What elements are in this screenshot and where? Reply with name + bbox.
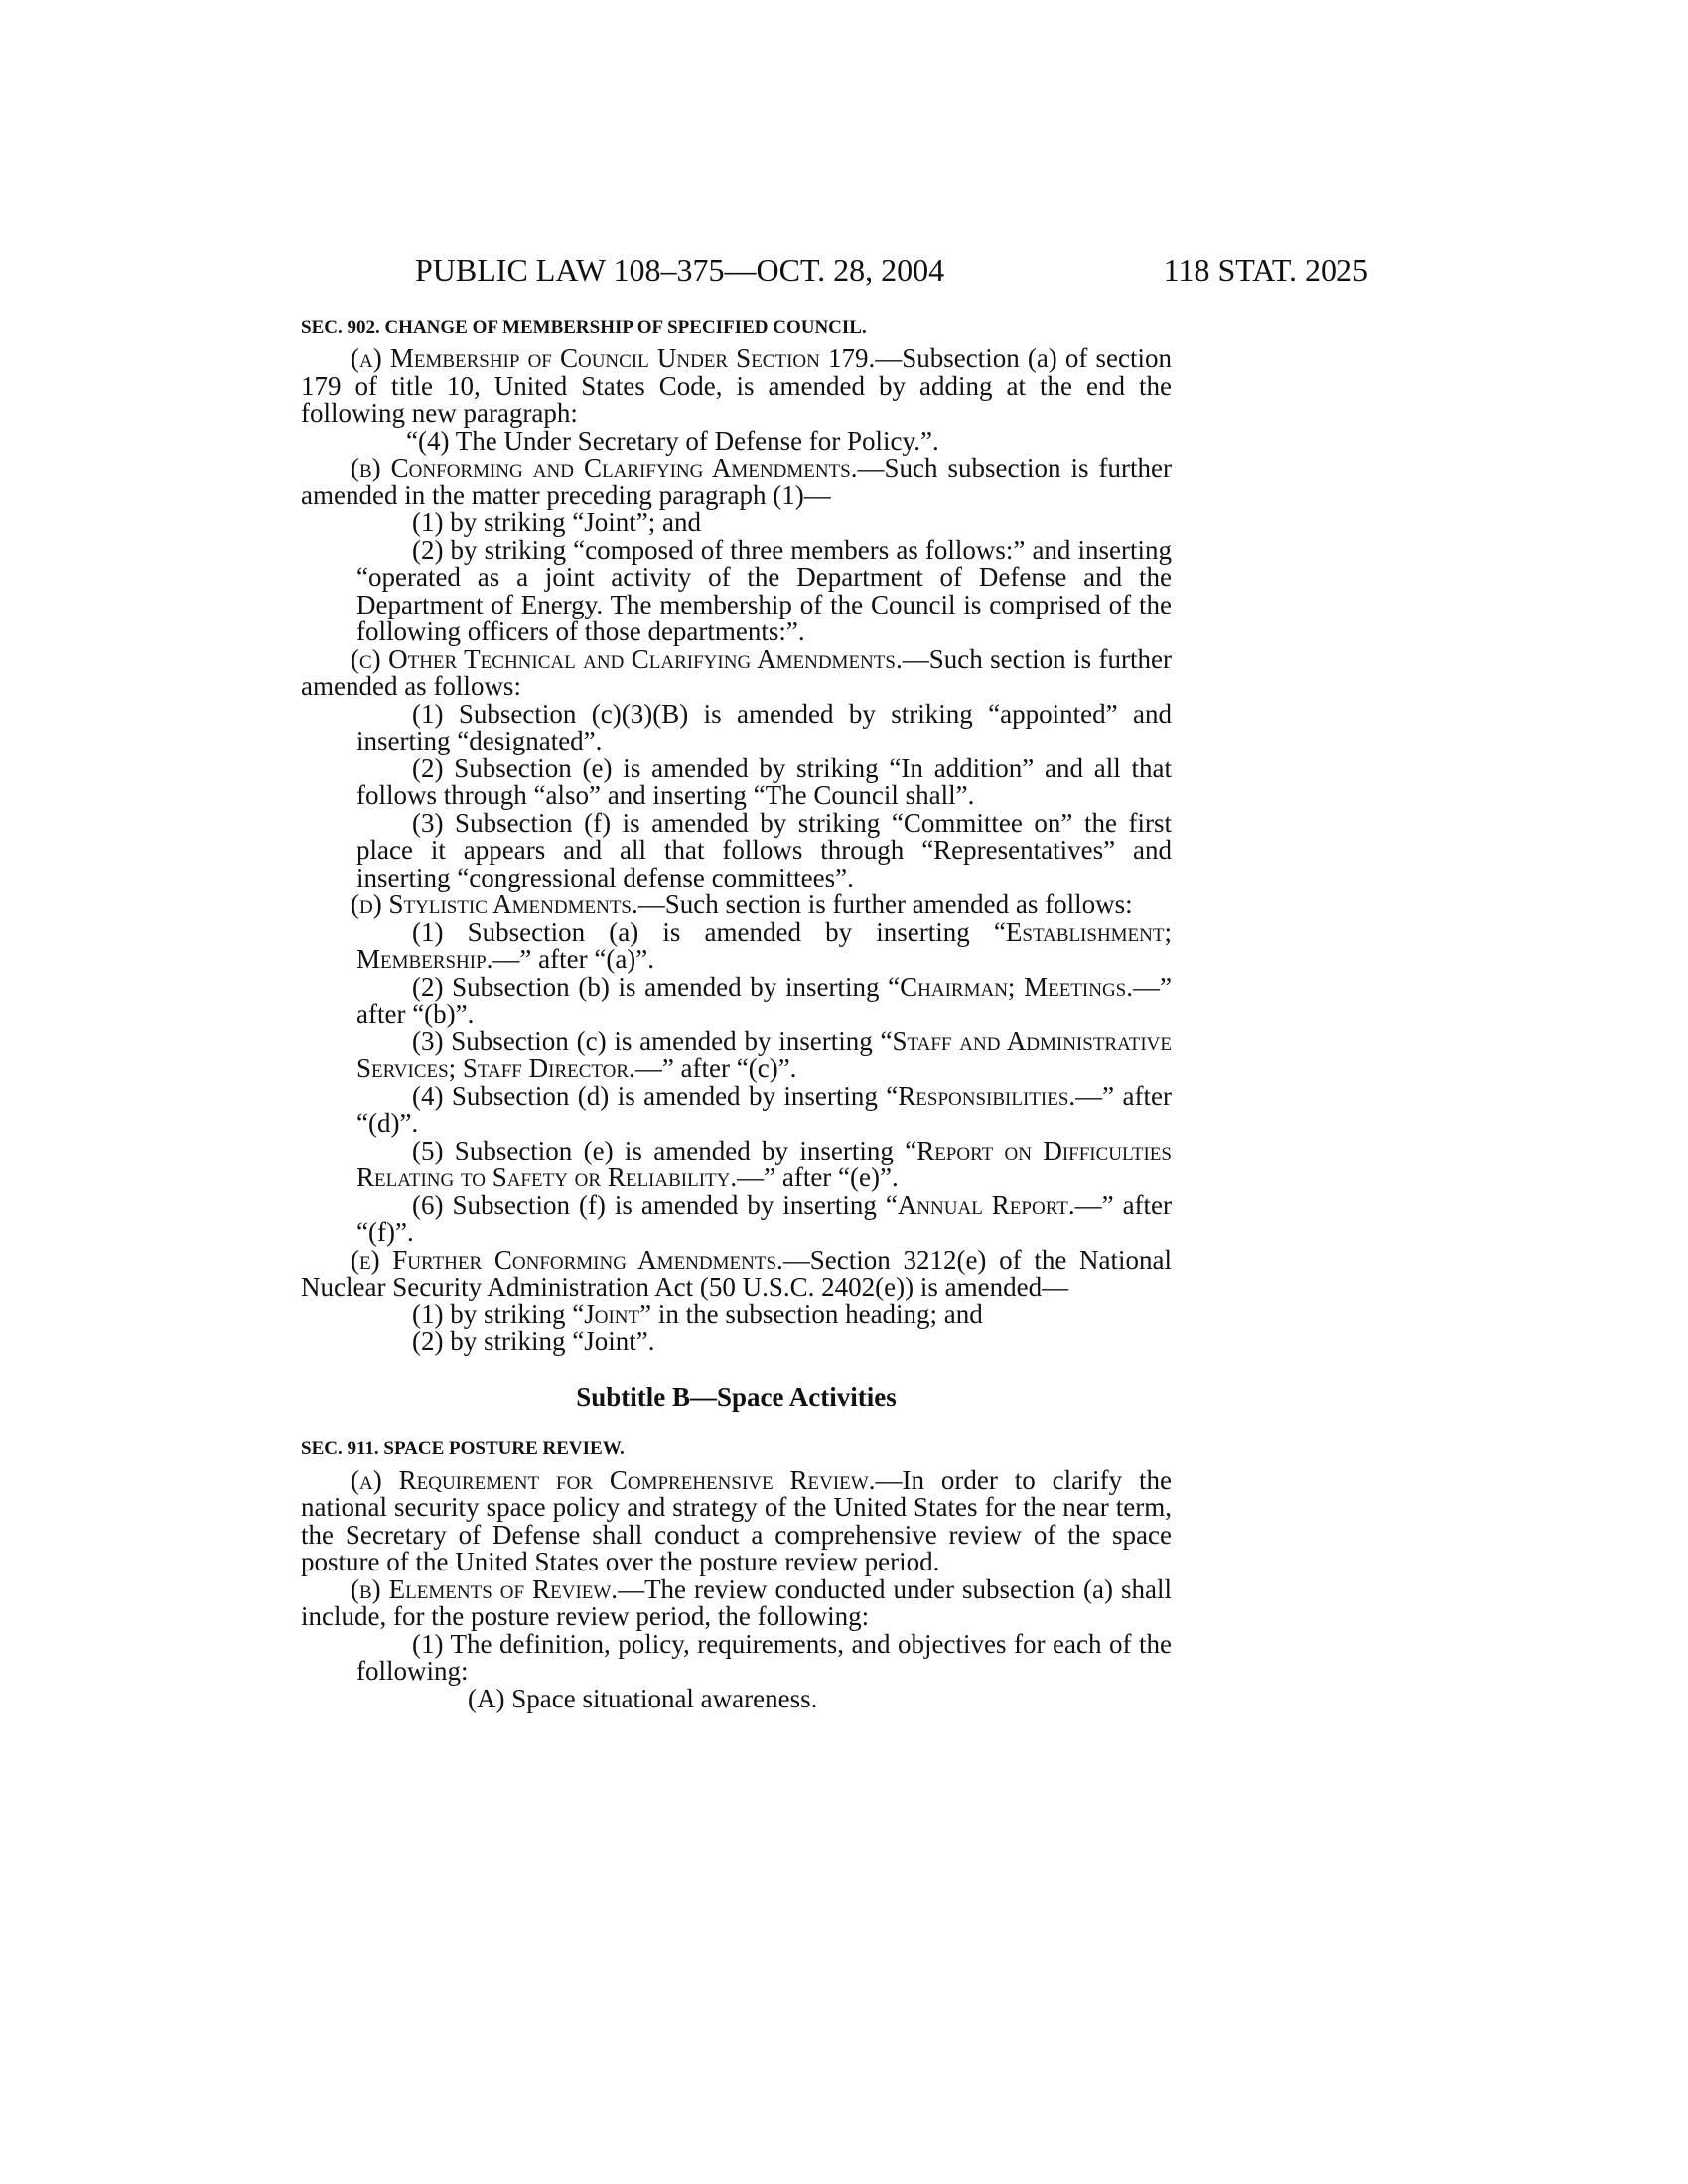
sec902-c-text: —Such section is further amended as follows: — [301, 643, 1172, 701]
running-header — [415, 250, 1368, 290]
sec902-subsection-b — [301, 455, 1172, 509]
sec902-d6-pre: (6) Subsection (f) is amended by inserting “ — [412, 1189, 898, 1220]
sec902-e-label: (e) Further Conforming Amendments. — [351, 1244, 783, 1275]
sec902-d4-pre: (4) Subsection (d) is amended by inserting “ — [412, 1080, 899, 1111]
sec911-bA: (A) Space situational awareness. — [468, 1683, 818, 1713]
sec902-d4-post: —” after “(d)”. — [356, 1080, 1172, 1138]
sec902-d6 — [301, 1189, 1173, 1247]
sec902-b2: (2) by striking “composed of three members as follows:” and inserting “operated as a joint activity of the Department of Defense and the Department of Energy. The membership of the Council is comprised of the following officers of those departments:”. — [356, 534, 1172, 646]
sec902-d1-heading-text: Establishment; Membership. — [356, 916, 1172, 974]
sec902-d2-heading-text: Chairman; Meetings. — [900, 971, 1134, 1002]
sec902-subsection-d — [301, 891, 1172, 919]
sec902-d2 — [301, 971, 1172, 1028]
sec902-c-label: (c) Other Technical and Clarifying Amendments. — [351, 643, 903, 674]
sec902-c1: (1) Subsection (c)(3)(B) is amended by striking “appointed” and inserting “designated”. — [356, 698, 1172, 755]
sec902-d5-pre: (5) Subsection (e) is amended by inserting “ — [412, 1135, 917, 1165]
sec911-subsection-b — [301, 1573, 1172, 1631]
sec911-a-text: —In order to clarify the national security space policy and strategy of the United States for the near term, the Secretary of Defense shall conduct a comprehensive review of the space posture of the United States over the posture review period. — [301, 1464, 1172, 1576]
sec902-d3-pre: (3) Subsection (c) is amended by inserting “ — [412, 1025, 893, 1056]
sec911-b-label: (b) Elements of Review. — [351, 1573, 619, 1604]
sec902-e1-post: ” in the subsection heading; and — [639, 1298, 983, 1329]
sec902-d2-post: —” after “(b)”. — [356, 971, 1172, 1028]
sec911-a-label: (a) Requirement for Comprehensive Review. — [351, 1464, 876, 1495]
sec902-e1-pre: (1) by striking “ — [412, 1298, 585, 1329]
sec902-e-text: —Section 3212(e) of the National Nuclear Security Administration Act (50 U.S.C. 2402(e)) is amended— — [301, 1244, 1172, 1301]
sec902-d2-pre: (2) Subsection (b) is amended by inserting “ — [412, 971, 901, 1002]
public-law-citation: PUBLIC LAW 108–375—OCT. 28, 2004 — [415, 252, 945, 288]
sec902-d3-post: —” after “(c)”. — [634, 1053, 797, 1083]
sec902-subsection-a — [301, 345, 1172, 428]
subtitle-heading: Subtitle B—Space Activities — [576, 1381, 897, 1412]
sec902-d6-post: —” after “(f)”. — [356, 1189, 1173, 1247]
sec902-e1 — [301, 1298, 1172, 1329]
sec902-a-text: —Subsection (a) of section 179 of title 10, United States Code, is amended by adding at the end the following new paragraph: — [301, 343, 1172, 428]
sec902-d4 — [301, 1080, 1172, 1138]
section-911-heading: SEC. 911. SPACE POSTURE REVIEW. — [301, 1437, 625, 1459]
sec902-d5 — [301, 1135, 1172, 1192]
sec902-d-text: —Such section is further amended as follows: — [637, 889, 1133, 919]
sec902-b1: (1) by striking “Joint”; and — [412, 507, 701, 537]
sec902-d1 — [301, 916, 1172, 974]
sec902-d-label: (d) Stylistic Amendments. — [351, 889, 638, 919]
sec902-d6-heading-text: Annual Report. — [897, 1189, 1075, 1220]
sec902-d1-post: —” after “(a)”. — [492, 944, 655, 974]
sec902-b-text: —Such subsection is further amended in the matter preceding paragraph (1)— — [301, 453, 1173, 510]
sec902-e2: (2) by striking “Joint”. — [412, 1326, 655, 1356]
sec902-b-label: (b) Conforming and Clarifying Amendments. — [351, 453, 858, 482]
sec902-a-quote: “(4) The Under Secretary of Defense for Policy.”. — [406, 425, 939, 456]
sec902-subsection-c — [301, 643, 1172, 701]
statute-page-number: 118 STAT. 2025 — [1163, 252, 1368, 288]
section-902-heading: SEC. 902. CHANGE OF MEMBERSHIP OF SPECIFIED COUNCIL. — [301, 317, 867, 338]
sec902-c2: (2) Subsection (e) is amended by striking “In addition” and all that follows through “also” and inserting “The Council shall”. — [356, 752, 1172, 810]
sec911-b-text: —The review conducted under subsection (a) shall include, for the posture review period, the following: — [301, 1573, 1172, 1631]
sec911-b1: (1) The definition, policy, requirements, and objectives for each of the following: — [356, 1628, 1172, 1686]
sec911-subsection-a — [301, 1464, 1172, 1576]
sec902-d3-heading-text: Staff and Administrative Services; Staff Director. — [356, 1025, 1172, 1083]
sec902-e1-heading-text: Joint — [584, 1298, 640, 1329]
document-body — [301, 316, 1172, 1712]
sec902-d3 — [301, 1025, 1172, 1083]
sec902-d5-post: —” after “(e)”. — [737, 1162, 899, 1192]
sec902-a-label: (a) Membership of Council Under Section 179. — [351, 343, 876, 373]
sec902-d5-heading-text: Report on Difficulties Relating to Safety or Reliability. — [356, 1135, 1172, 1192]
sec902-c3: (3) Subsection (f) is amended by striking “Committee on” the first place it appears and all that follows through “Representatives” and inserting “congressional defense committees”. — [356, 807, 1172, 892]
sec902-subsection-e — [301, 1244, 1172, 1301]
sec902-d4-heading-text: Responsibilities. — [898, 1080, 1076, 1111]
sec902-d1-pre: (1) Subsection (a) is amended by inserting “ — [412, 916, 1006, 947]
